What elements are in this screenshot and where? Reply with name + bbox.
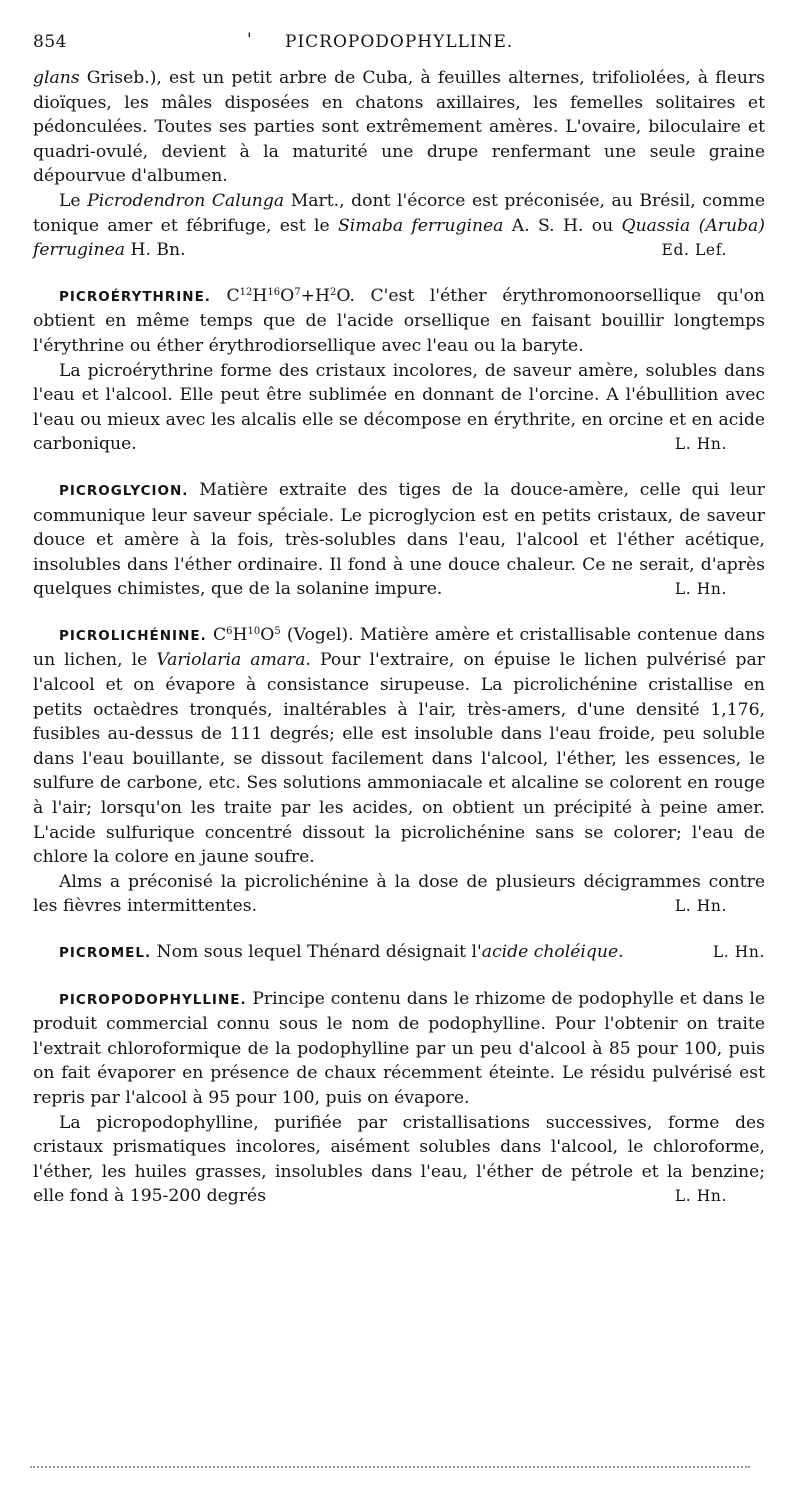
entry-term: PICROÉRYTHRINE. — [59, 288, 211, 305]
entry-text: Matière extraite des tiges de la douce-amère, celle qui leur communique leur saveur spéciale. Le picroglycion est en petits cristaux, de saveur douce et amère à la fois, très-solubles dans l'eau, l'alcool et l'éther acétique, insolubles dans l'éther ordinaire. Il fond à une douce chaleur. Ce ne serait, d'après quelques chimistes, que de la solanine impure. — [33, 479, 765, 600]
paragraph-text: Mart., dont l'écorce est préconisée, au Brésil, comme tonique amer et fébrifuge, est le — [33, 190, 765, 236]
entry-term: PICROGLYCION. — [59, 482, 189, 499]
species-name: Quassia (Aruba) ferruginea — [33, 215, 765, 261]
entry-picrolichenine — [33, 623, 765, 919]
entry-paragraph — [33, 987, 765, 1111]
paragraph-text: Le — [59, 190, 88, 211]
entry-picromel — [33, 940, 765, 966]
running-title: PICROPODOPHYLLINE. — [285, 32, 514, 52]
entry-term: PICROMEL. — [59, 945, 152, 961]
page-header — [33, 32, 765, 60]
entry-paragraph — [33, 284, 765, 359]
entry-term: PICROLICHÉNINE. — [59, 627, 207, 644]
entry-term: PICROPODOPHYLLINE. — [59, 991, 247, 1008]
entry-picropodophylline — [33, 987, 765, 1209]
page-bottom-rule — [30, 1466, 750, 1468]
entry-text: . Pour l'extraire, on épuise le lichen pulvérisé par l'alcool et on évapore à consistance sirupeuse. La picrolichénine cristallise en petits octaèdres tronqués, inaltérables à l'air, très-amers, d'une densité 1,176, fusibles au-dessus de 111 degrés; elle est insoluble dans l'eau froide, peu soluble dans l'eau bouillante, se dissout facilement dans l'alcool, l'éther, les essences, le sulfure de carbone, etc. Ses solutions ammoniacale et alcaline se colorent en rouge à l'air; lorsqu'on les traite par les acides, on obtient un précipité à peine amer. L'acide sulfurique concentré dissout la picrolichénine sans se colorer; l'eau de chlore la colore en jaune soufre. — [33, 650, 765, 868]
chemical-formula: $C^6H^{10}O^5$ — [206, 624, 281, 645]
continuation-paragraph — [33, 66, 765, 189]
page-number: 854 — [33, 32, 67, 52]
page-body — [33, 66, 765, 1209]
entry-picroerythrine — [33, 284, 765, 457]
author-signature: L. Hn. — [674, 435, 727, 454]
entry-text: Nom sous lequel Thénard désignait l' — [151, 942, 482, 962]
entry-text: Principe contenu dans le rhizome de podophylle et dans le produit commercial connu sous le nom de podophylline. Pour l'obtenir on traite l'extrait chloroformique de la podophylline par un peu d'alcool à 85 pour 100, puis on fait évaporer en présence de chaux récemment éteinte. Le résidu pulvérisé est repris par l'alcool à 95 pour 100, puis on évapore. — [33, 988, 765, 1108]
header-mark: ' — [247, 30, 253, 50]
italic-text: glans — [33, 68, 80, 88]
chemical-formula: $C^{12}H^{16}O^7+H^2O$. — [210, 285, 355, 306]
author-signature: L. Hn. — [712, 943, 765, 961]
continuation-paragraph-2 — [33, 189, 765, 263]
entry-text: C'est l'éther érythromonoorsellique qu'on obtient en même temps que de l'acide orsellique en faisant bouillir longtemps l'érythrine ou éther érythrodiorsellique avec l'eau ou la baryte. — [33, 285, 765, 356]
entry-text: . — [618, 942, 624, 962]
species-name: Variolaria amara — [156, 650, 306, 671]
paragraph-text: A. S. H. ou — [503, 215, 622, 236]
paragraph-text: H. Bn. — [125, 240, 186, 261]
author-signature: L. Hn. — [674, 580, 727, 599]
author-signature: L. Hn. — [674, 1187, 727, 1206]
author-signature: L. Hn. — [674, 897, 727, 916]
species-name: Picrodendron Calunga — [87, 190, 285, 211]
entry-picroglycion — [33, 478, 765, 602]
paragraph-text: Griseb.), est un petit arbre de Cuba, à feuilles alternes, trifoliolées, à fleurs dioïques, les mâles disposées en chatons axillaires, les femelles solitaires et pédonculées. Toutes ses parties sont extrêmement amères. L'ovaire, biloculaire et quadri-ovulé, devient à la maturité une drupe renfermant une seule graine dépourvue d'albumen. — [33, 68, 765, 187]
entry-paragraph-2 — [33, 359, 765, 457]
entry-paragraph — [33, 478, 765, 602]
entry-paragraph-2 — [33, 1111, 765, 1209]
entry-text: Alms a préconisé la picrolichénine à la dose de plusieurs décigrammes contre les fièvres intermittentes. — [33, 871, 765, 917]
author-signature: Ed. Lef. — [661, 241, 727, 260]
compound-name: acide choléique — [481, 942, 619, 962]
entry-paragraph — [33, 623, 765, 870]
entry-text: La picropodophylline, purifiée par cristallisations successives, forme des cristaux prismatiques incolores, aisément solubles dans l'alcool, le chloroforme, l'éther, les huiles grasses, insolubles dans l'eau, l'éther de pétrole et la benzine; elle fond à 195-200 degrés — [33, 1112, 765, 1207]
species-name: Simaba ferruginea — [338, 215, 504, 236]
entry-paragraph — [33, 940, 765, 966]
entry-text: La picroérythrine forme des cristaux incolores, de saveur amère, solubles dans l'eau et l'alcool. Elle peut être sublimée en donnant de l'orcine. A l'ébullition avec l'eau ou mieux avec les alcalis elle se décompose en érythrite, en orcine et en acide carbonique. — [33, 360, 765, 455]
entry-paragraph-2 — [33, 870, 765, 919]
entry-text: (Vogel). Matière amère et cristallisable contenue dans un lichen, le — [33, 624, 765, 671]
